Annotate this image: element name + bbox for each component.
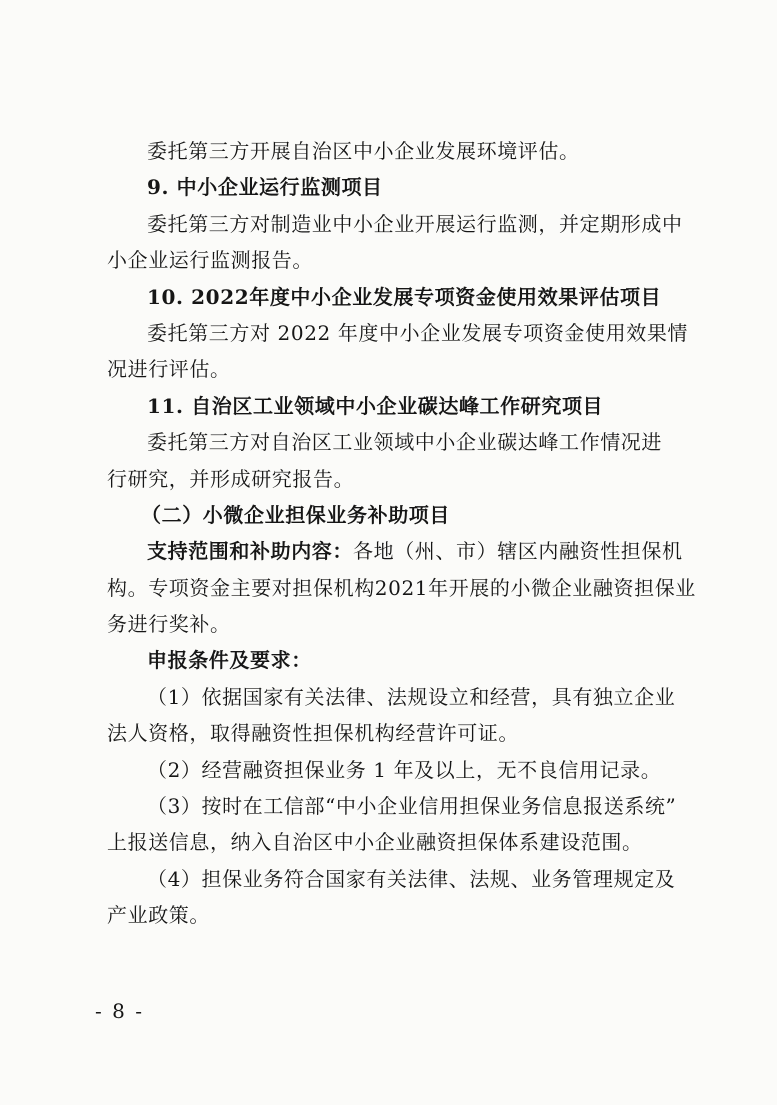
paragraph-line: 产业政策。 (107, 903, 210, 928)
paragraph-line: 务进行奖补。 (107, 612, 231, 637)
subsection-heading: （二）小微企业担保业务补助项目 (141, 502, 450, 527)
list-item: （1）依据国家有关法律、法规设立和经营，具有独立企业 (147, 684, 676, 709)
section-heading-11: 11. 自治区工业领域中小企业碳达峰工作研究项目 (147, 393, 604, 418)
list-item: （4）担保业务符合国家有关法律、法规、业务管理规定及 (147, 866, 676, 891)
paragraph-line: 委托第三方对自治区工业领域中小企业碳达峰工作情况进 (147, 430, 662, 455)
list-item: （3）按时在工信部“中小企业信用担保业务信息报送系统” (147, 794, 677, 819)
paragraph-line: 小企业运行监测报告。 (107, 248, 313, 273)
paragraph-line: 委托第三方开展自治区中小企业发展环境评估。 (147, 139, 580, 163)
section-heading-10: 10. 2022年度中小企业发展专项资金使用效果评估项目 (147, 284, 662, 309)
paragraph-line: 委托第三方对 2022 年度中小企业发展专项资金使用效果情 (147, 320, 689, 345)
paragraph-line: 行研究，并形成研究报告。 (107, 466, 355, 491)
paragraph-line: 构。专项资金主要对担保机构2021年开展的小微企业融资担保业 (107, 575, 696, 600)
requirements-heading: 申报条件及要求： (147, 648, 312, 673)
page-number: - 8 - (95, 999, 144, 1023)
paragraph-lead: 支持范围和补助内容： (147, 539, 353, 564)
section-heading-9: 9. 中小企业运行监测项目 (147, 175, 383, 200)
paragraph-text: 各地（州、市）辖区内融资性担保机 (353, 539, 683, 564)
paragraph-line: 上报送信息，纳入自治区中小企业融资担保体系建设范围。 (107, 830, 643, 855)
list-item: （2）经营融资担保业务 1 年及以上，无不良信用记录。 (147, 757, 662, 782)
paragraph-line (107, 533, 693, 569)
document-body (107, 133, 696, 934)
paragraph-line: 况进行评估。 (107, 357, 231, 382)
paragraph-line: 委托第三方对制造业中小企业开展运行监测，并定期形成中 (147, 211, 683, 236)
paragraph-line: 法人资格，取得融资性担保机构经营许可证。 (107, 721, 519, 746)
